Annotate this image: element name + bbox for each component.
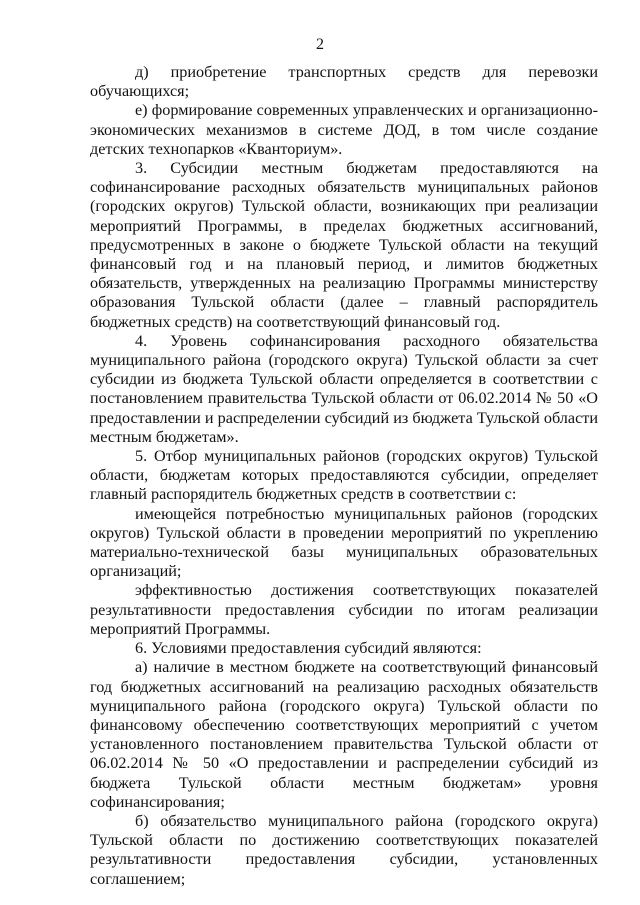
paragraph-6-condition-b: б) обязательство муниципального района (городского округа) Тульской области по достижению соответствующих показателей результативности предоставления субсидии, установленных соглашением; — [90, 811, 598, 888]
paragraph-3: 3. Субсидии местным бюджетам предоставляются на софинансирование расходных обязательств муниципальных районов (городских округов) Тульской области, возникающих при реализации мероприятий Программы, в пределах бюджетных ассигнований, предусмотренных в законе о бюджете Тульской области на текущий финансовый год и на плановый период, и лимитов бюджетных обязательств, утвержденных на реализацию Программы министерству образования Тульской области (далее – главный распорядитель бюджетных средств) на соответствующий финансовый год. — [90, 159, 598, 331]
paragraph-4: 4. Уровень софинансирования расходного обязательства муниципального района (городского округа) Тульской области за счет субсидии из бюджета Тульской области определяется в соответствии с постановлением правительства Тульской области от 06.02.2014 № 50 «О предоставлении и распределении субсидий из бюджета Тульской области местным бюджетам». — [90, 331, 598, 446]
paragraph-5-criterion-1: имеющейся потребностью муниципальных районов (городских округов) Тульской области в проведении мероприятий по укреплению материально-технической базы муниципальных образовательных организаций; — [90, 504, 598, 581]
document-body — [90, 63, 598, 889]
paragraph-item-e: е) формирование современных управленческих и организационно-экономических механизмов в системе ДОД, в том числе создание детских технопарков «Кванториум». — [90, 101, 598, 158]
paragraph-5-criterion-2: эффективностью достижения соответствующих показателей результативности предоставления субсидии по итогам реализации мероприятий Программы. — [90, 581, 598, 638]
paragraph-6-condition-a: а) наличие в местном бюджете на соответствующий финансовый год бюджетных ассигнований на реализацию расходных обязательств муниципального района (городского округа) Тульской области по финансовому обеспечению соответствующих мероприятий с учетом установленного постановлением правительства Тульской области от 06.02.2014 № 50 «О предоставлении и распределении субсидий из бюджета Тульской области местным бюджетам» уровня софинансирования; — [90, 658, 598, 811]
page-number: 2 — [316, 36, 324, 53]
paragraph-item-d: д) приобретение транспортных средств для перевозки обучающихся; — [90, 63, 598, 101]
paragraph-5: 5. Отбор муниципальных районов (городских округов) Тульской области, бюджетам которых предоставляются субсидии, определяет главный распорядитель бюджетных средств в соответствии с: — [90, 447, 598, 504]
paragraph-6: 6. Условиями предоставления субсидий являются: — [135, 639, 482, 658]
